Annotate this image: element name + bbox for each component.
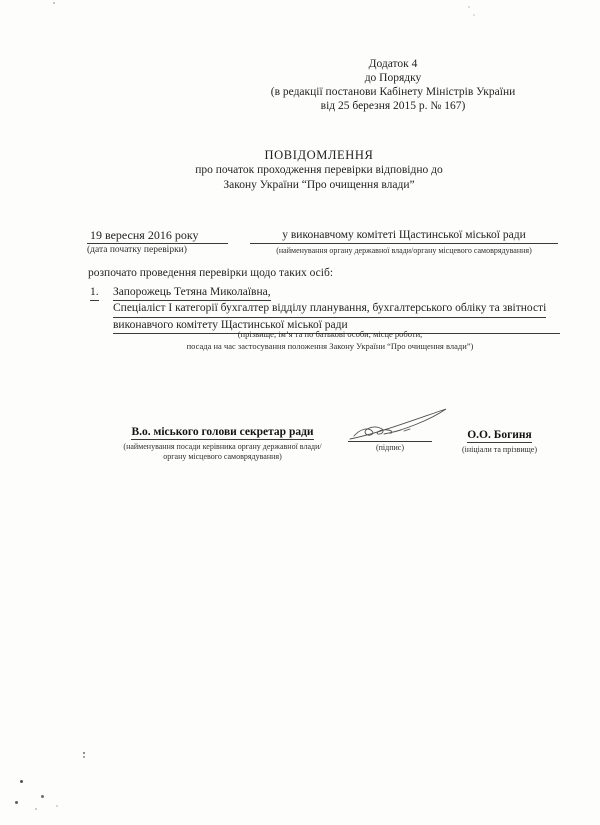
scan-speck [473,14,475,16]
date-field-group [87,228,228,256]
title-sub-line: про початок проходження перевірки відповідно до [195,164,443,176]
organisation-name: у виконавчому комітеті Щастинської міської ради [250,228,558,244]
person-name: Запорожець Тетяна Миколаївна, [113,285,271,301]
official-position-block [100,425,345,462]
official-name-block [442,428,557,455]
signature-line [348,441,432,442]
document-title [159,148,479,193]
title-main: ПОВІДОМЛЕННЯ [264,148,374,162]
official-position-caption-line: (найменування посади керівника органу державної влади/ [123,442,322,451]
official-position: В.о. міського голови секретар ради [131,426,314,438]
scan-speck [56,805,58,807]
scan-speck [468,6,470,8]
inspection-start-date: 19 вересня 2016 року [87,228,228,244]
official-name: О.О. Богиня [467,429,532,441]
annex-line: Додаток 4 [368,58,418,70]
person-number: 1. [90,285,99,301]
scan-speck [15,801,18,804]
scan-speck [83,752,85,754]
official-position-caption-line: органу місцевого самоврядування) [163,452,282,461]
scan-speck [35,808,37,810]
annex-reference [248,57,538,113]
intro-line: розпочато проведення перевірки щодо таких осіб: [88,267,334,279]
date-field-caption: (дата початку перевірки) [87,245,187,255]
persons-caption-line: посада на час застосування положення Закону України “Про очищення влади”) [186,341,474,351]
persons-caption-line: (прізвище, ім’я та по батькові особи, місце роботи, [237,329,423,339]
org-field-group [250,228,558,256]
official-name-caption: (ініціали та прізвище) [461,445,538,454]
org-field-caption: (найменування органу державної влади/органу місцевого самоврядування) [276,246,532,255]
scan-speck [20,780,23,783]
signature-caption: (підпис) [375,443,404,452]
persons-caption [130,329,530,352]
scan-speck [83,756,85,758]
person-position-line: Спеціаліст І категорії бухгалтер відділу планування, бухгалтерського обліку та звітності [113,301,546,317]
title-sub-line: Закону України “Про очищення влади” [223,179,415,191]
annex-line: (в редакції постанови Кабінету Міністрів України [270,86,516,98]
annex-line: від 25 березня 2015 р. № 167) [320,100,466,112]
annex-line: до Порядку [364,72,422,84]
person-position-line: виконавчого комітету Щастинської міської ради [113,318,560,334]
scan-speck [53,2,55,4]
scan-speck [41,795,44,798]
